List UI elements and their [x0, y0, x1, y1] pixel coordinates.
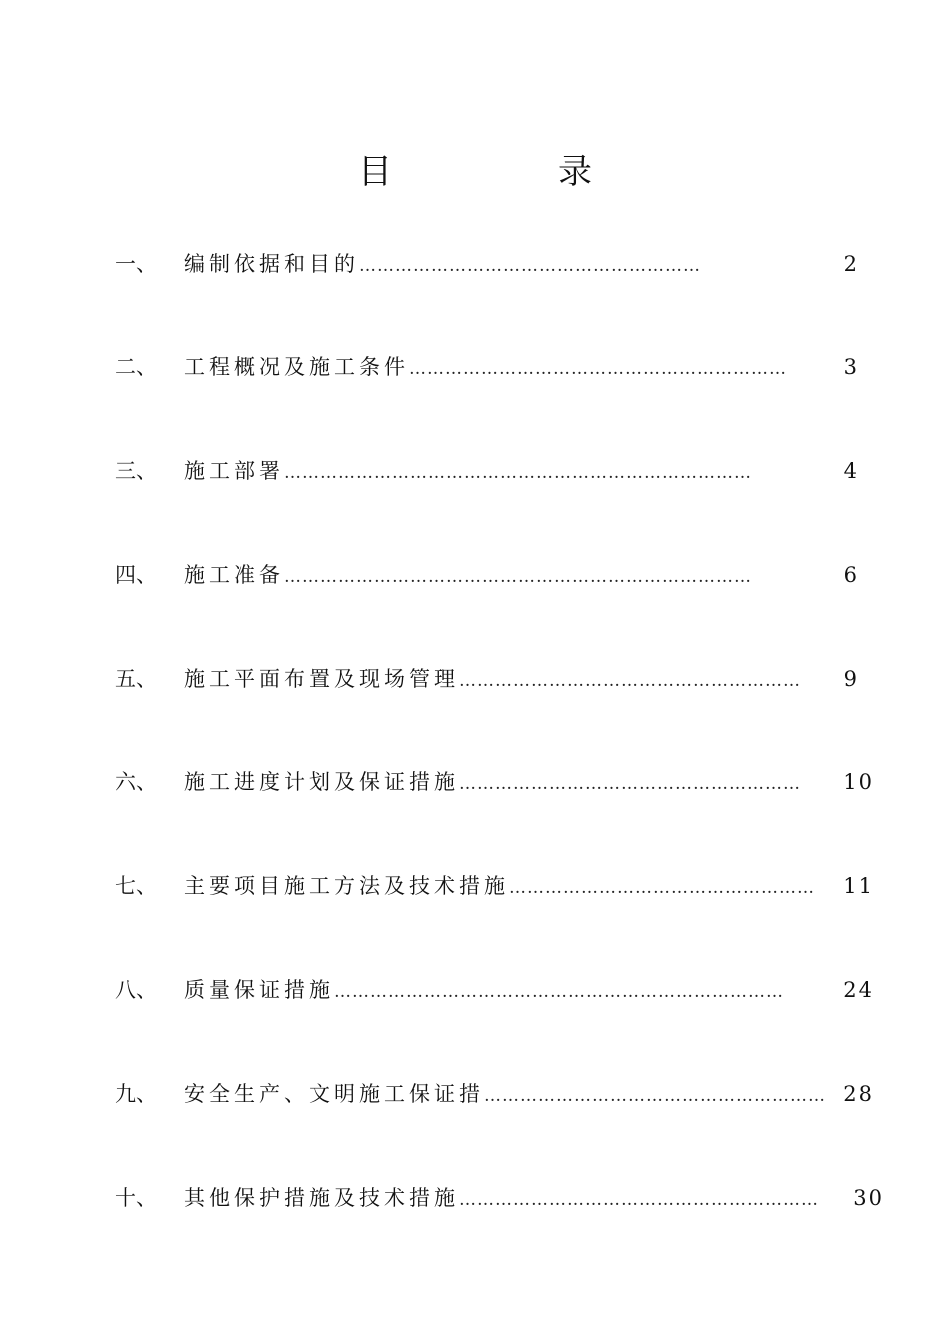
toc-entry-label: 安全生产、文明施工保证措: [184, 1082, 484, 1106]
toc-entry-body: [184, 1077, 874, 1113]
toc-entry-body: [184, 1181, 884, 1217]
toc-entry-body: [184, 765, 874, 801]
toc-entry-label: 工程概况及施工条件: [184, 355, 409, 379]
toc-entry-page: 3: [843, 355, 859, 379]
toc-entry-body: [184, 973, 874, 1009]
toc-entry-body: [184, 247, 859, 283]
toc-entry[interactable]: [0, 247, 950, 281]
toc-entry[interactable]: [0, 765, 950, 799]
toc-entry-page: 9: [843, 667, 859, 691]
toc-entry-leader: ……………………………………………………………………: [284, 463, 752, 483]
toc-entry-label: 施工平面布置及现场管理: [184, 667, 459, 691]
toc-title: 目 录: [358, 152, 658, 192]
toc-entry[interactable]: [0, 662, 950, 696]
toc-entry-number: 六、: [115, 770, 157, 794]
toc-entry-label: 施工准备: [184, 563, 284, 587]
toc-entry-leader: …………………………………………………………………: [334, 982, 784, 1002]
toc-entry-number: 十、: [115, 1186, 157, 1210]
toc-entry-label: 施工部署: [184, 459, 284, 483]
toc-entry-number: 四、: [115, 563, 157, 587]
toc-entry-label: 主要项目施工方法及技术措施: [184, 874, 509, 898]
toc-entry-body: [184, 350, 859, 386]
toc-entry[interactable]: [0, 1077, 950, 1111]
toc-entry-page: 6: [843, 563, 859, 587]
toc-entry-page: 2: [843, 252, 859, 276]
toc-entry-leader: …………………………………………………: [484, 1086, 826, 1106]
toc-entry-leader: ……………………………………………………………………: [284, 567, 752, 587]
toc-entry[interactable]: [0, 869, 950, 903]
toc-entry-leader: ……………………………………………: [509, 878, 815, 898]
toc-entry-page: 11: [843, 874, 874, 898]
toc-entry-label: 质量保证措施: [184, 978, 334, 1002]
toc-entry[interactable]: [0, 1181, 950, 1215]
toc-entry-leader: ………………………………………………………: [409, 359, 787, 379]
toc-entry-number: 九、: [115, 1082, 157, 1106]
toc-entry[interactable]: [0, 454, 950, 488]
toc-entry-number: 二、: [115, 355, 157, 379]
toc-entry-body: [184, 454, 859, 490]
toc-entry-body: [184, 558, 859, 594]
toc-entry-leader: …………………………………………………: [459, 774, 801, 794]
toc-entry-page: 10: [843, 770, 874, 794]
toc-entry-number: 八、: [115, 978, 157, 1002]
toc-entry-page: 30: [853, 1186, 884, 1210]
toc-entry-leader: …………………………………………………: [359, 256, 701, 276]
toc-entry-label: 编制依据和目的: [184, 252, 359, 276]
toc-entry-page: 24: [843, 978, 874, 1002]
toc-entry-leader: …………………………………………………: [459, 671, 801, 691]
toc-entry-number: 五、: [115, 667, 157, 691]
toc-entry-leader: ……………………………………………………: [459, 1190, 819, 1210]
toc-entry[interactable]: [0, 350, 950, 384]
toc-entry-label: 其他保护措施及技术措施: [184, 1186, 459, 1210]
toc-entry[interactable]: [0, 558, 950, 592]
toc-entry[interactable]: [0, 973, 950, 1007]
toc-entry-number: 七、: [115, 874, 157, 898]
toc-entry-label: 施工进度计划及保证措施: [184, 770, 459, 794]
toc-entry-number: 一、: [115, 252, 157, 276]
toc-entry-body: [184, 869, 874, 905]
toc-entry-number: 三、: [115, 459, 157, 483]
toc-entry-body: [184, 662, 859, 698]
toc-entry-page: 28: [843, 1082, 874, 1106]
toc-entry-page: 4: [843, 459, 859, 483]
